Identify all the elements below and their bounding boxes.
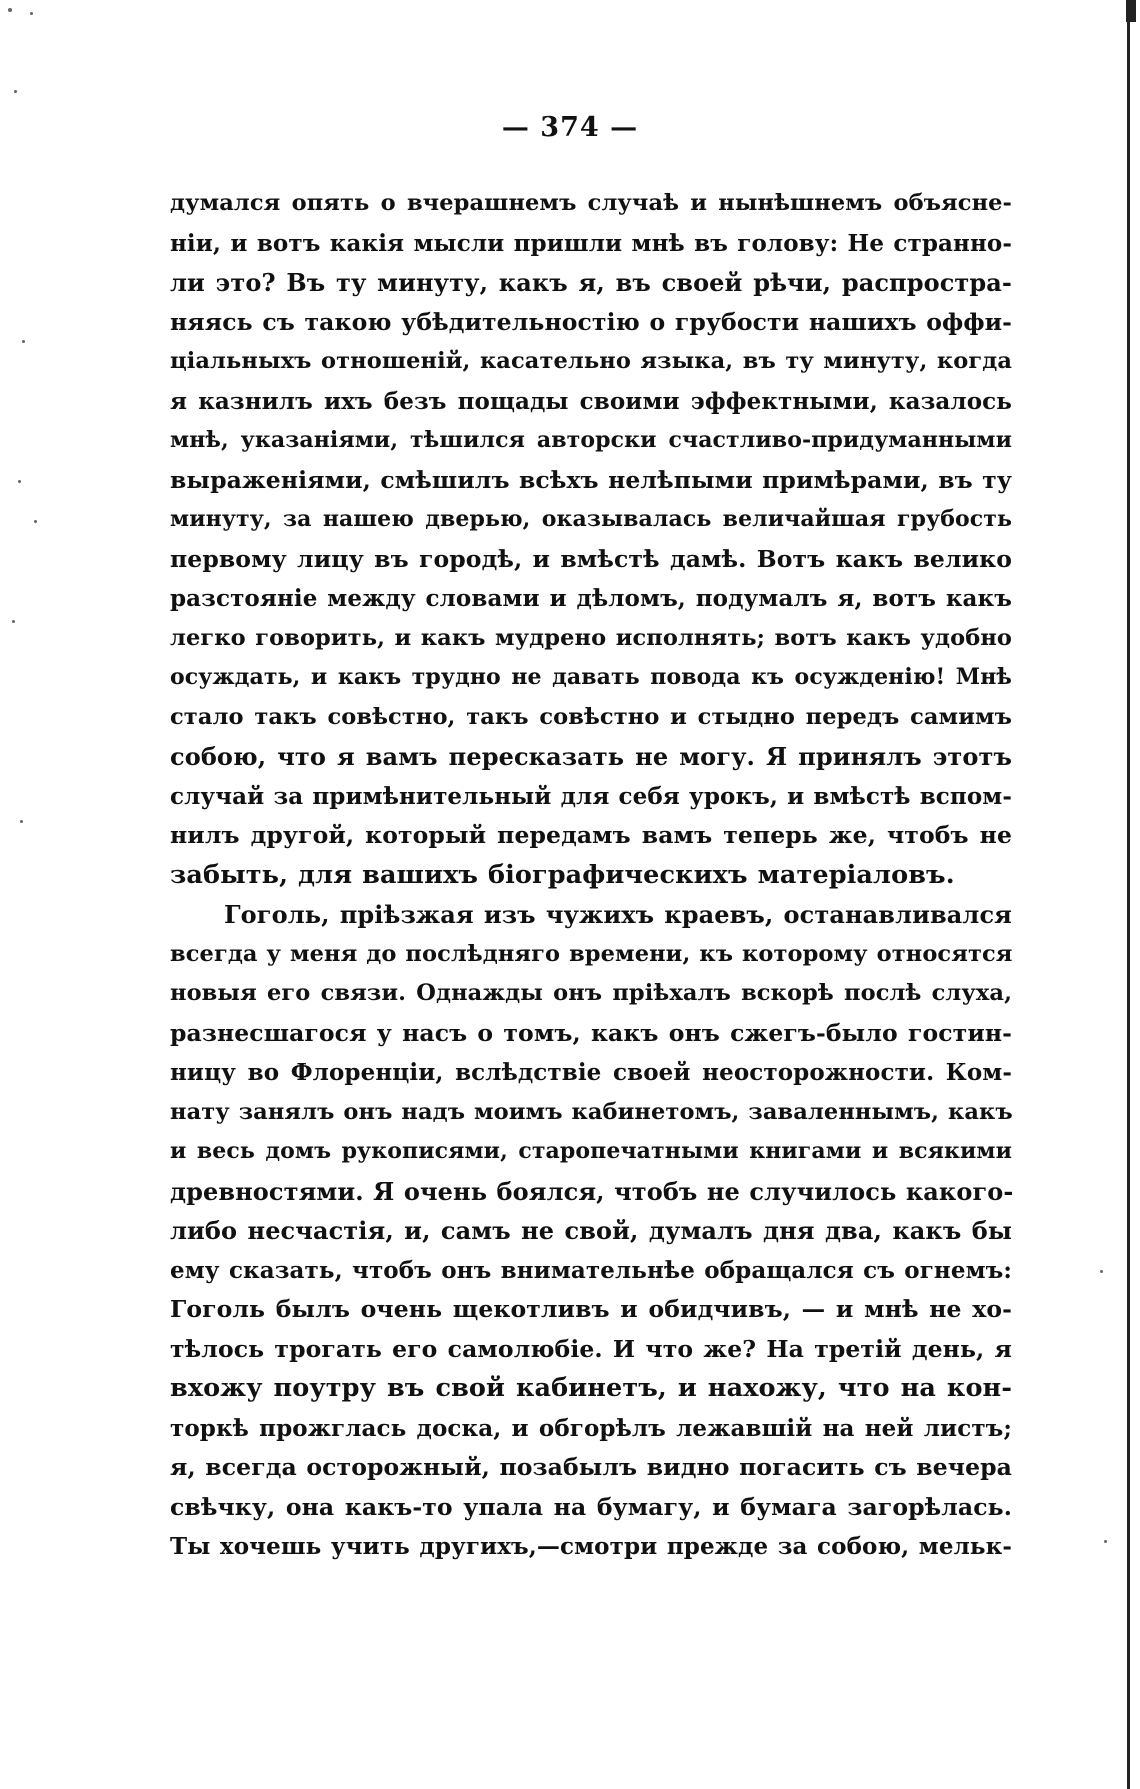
text-line: я, всегда осторожный, позабылъ видно погасить съ вечера — [170, 1453, 1012, 1481]
scan-speck — [1104, 1540, 1107, 1543]
text-line: собою, что я вамъ пересказать не могу. Я принялъ этотъ — [170, 742, 1012, 771]
text-line: Гоголь былъ очень щекотливъ и обидчивъ, — и мнѣ не хо- — [170, 1295, 1012, 1323]
scan-speck — [18, 480, 21, 483]
scan-speck — [8, 8, 12, 12]
page-edge-mark — [1126, 0, 1136, 22]
page-edge-shadow — [1127, 0, 1130, 1789]
text-line: нату занялъ онъ надъ моимъ кабинетомъ, заваленнымъ, какъ — [170, 1098, 1013, 1125]
text-line: ніи, и вотъ какія мысли пришли мнѣ въ голову: Не странно- — [170, 229, 1012, 257]
text-line: легко говорить, и какъ мудрено исполнять; вотъ какъ удобно — [170, 624, 1012, 651]
page-number: — 374 — — [501, 112, 639, 143]
text-line: выраженіями, смѣшилъ всѣхъ нелѣпыми примѣрами, въ ту — [170, 465, 1012, 494]
text-line: вхожу поутру въ свой кабинетъ, и нахожу, что на кон- — [170, 1373, 1012, 1403]
text-line: всегда у меня до послѣдняго времени, къ которому относятся — [170, 940, 1013, 967]
text-line: Ты хочешь учить другихъ,—смотри прежде за собою, мельк- — [170, 1533, 1012, 1560]
body-text — [170, 184, 1012, 1567]
text-line: разнесшагося у насъ о томъ, какъ онъ сжегъ-было гостин- — [170, 1018, 1012, 1047]
text-line: забыть, для вашихъ біографическихъ матеріаловъ. — [170, 859, 955, 890]
scan-speck — [12, 620, 15, 623]
paragraph-1 — [170, 184, 1012, 895]
text-line: ему сказать, чтобъ онъ внимательнѣе обращался съ огнемъ: — [170, 1256, 1012, 1284]
paragraph-2 — [170, 895, 1012, 1567]
scan-speck — [20, 820, 23, 823]
text-line: нилъ другой, который передамъ вамъ теперь же, чтобъ не — [170, 821, 1012, 849]
text-line: либо несчастія, и, самъ не свой, думалъ дня два, какъ бы — [170, 1216, 1012, 1245]
text-line: и весь домъ рукописями, старопечатными книгами и всякими — [170, 1138, 1012, 1164]
text-line: ціальныхъ отношеній, касательно языка, въ ту минуту, когда — [170, 348, 1012, 374]
text-line: думался опять о вчерашнемъ случаѣ и нынѣшнемъ объясне- — [170, 190, 1012, 216]
scan-speck — [22, 340, 25, 343]
text-line: случай за примѣнительный для себя урокъ, и вмѣстѣ вспом- — [170, 782, 1012, 810]
text-line: древностями. Я очень боялся, чтобъ не случилось какого- — [170, 1176, 1014, 1206]
text-line: мнѣ, указаніями, тѣшился авторски счастливо-придуманными — [170, 427, 1012, 453]
text-line: стало такъ совѣстно, такъ совѣстно и стыдно передъ самимъ — [170, 703, 1012, 730]
scan-speck — [30, 12, 33, 15]
text-line: ли это? Въ ту минуту, какъ я, въ своей рѣчи, распростра- — [170, 268, 1012, 297]
text-line: осуждать, и какъ трудно не давать повода къ осужденію! Мнѣ — [170, 664, 1012, 690]
text-line: свѣчку, она какъ-то упала на бумагу, и бумага загорѣлась. — [170, 1492, 1012, 1521]
text-line: я казнилъ ихъ безъ пощады своими эффектными, казалось — [170, 387, 1012, 415]
text-line: разстояніе между словами и дѣломъ, подумалъ я, вотъ какъ — [170, 585, 1012, 612]
text-line: Гоголь, пріѣзжая изъ чужихъ краевъ, останавливался — [224, 900, 1012, 929]
text-line: ницу во Флоренціи, вслѣдствіе своей неосторожности. Ком- — [170, 1059, 1012, 1086]
text-line: торкѣ прожглась доска, и обгорѣлъ лежавшій на ней листъ; — [170, 1414, 1012, 1442]
scan-speck — [14, 90, 17, 93]
text-line: первому лицу въ городѣ, и вмѣстѣ дамѣ. Вотъ какъ велико — [170, 544, 1012, 573]
text-line: новыя его связи. Однажды онъ пріѣхалъ вскорѣ послѣ слуха, — [170, 980, 1012, 1006]
scan-speck — [1100, 1270, 1103, 1273]
text-line: няясь съ такою убѣдительностію о грубости нашихъ оффи- — [170, 307, 1012, 336]
scan-speck — [34, 520, 37, 523]
text-line: тѣлось трогать его самолюбіе. И что же? На третій день, я — [170, 1334, 1012, 1363]
text-line: минуту, за нашею дверью, оказывалась величайшая грубость — [170, 506, 1012, 532]
